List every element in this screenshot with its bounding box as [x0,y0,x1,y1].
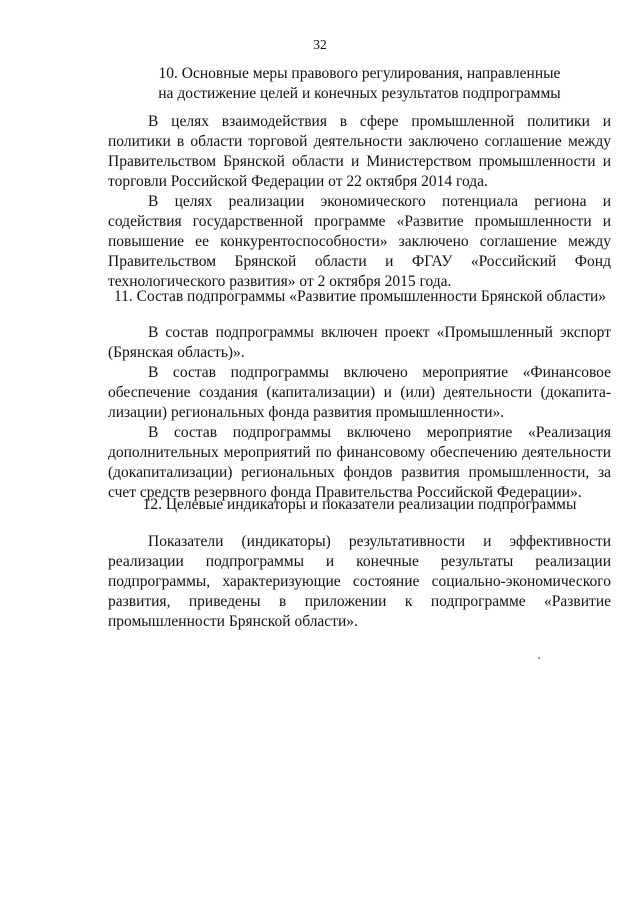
section-10-heading-line-2: на достижение целей и конечных результатов подпрограммы [158,85,561,102]
section-10-heading-line-1: 10. Основные меры правового регулирования, направленные [158,65,561,82]
page-number: 32 [313,37,327,52]
section-11-paragraph-3: В состав подпрограммы включено мероприятие «Реализация дополнительных мероприятий по финансовому обеспечению деятельности (докапитализации) региональных фондов развития промышленности, за счет средств резервного фонда Правительства Российской Федерации». [108,424,611,501]
section-11-heading: 11. Состав подпрограммы «Развитие промышленности Брянской области» [113,288,607,305]
scan-speck [538,657,540,659]
section-10-heading [108,64,611,104]
section-11-paragraph-1: В состав подпрограммы включен проект «Промышленный экспорт (Брянская область)». [108,324,611,361]
section-12-paragraph-1: Показатели (индикаторы) результативности и эффективности реализации подпрограммы и конечные результаты реализации подпрограммы, характеризующие состояние социально-экономического развития, приведены в приложении к подпрограмме «Развитие промышленности Брянской области». [108,533,611,630]
section-11-body [108,323,611,503]
section-12-body [108,532,611,632]
section-12-heading: 12. Целевые индикаторы и показатели реализации подпрограммы [142,496,577,513]
section-10-paragraph-1: В целях взаимодействия в сфере промышленной политики и политики в области торговой деятельности заключено соглашение между Правительством Брянской области и Министерством промышленности и торговли Российской Федерации от 22 октября 2014 года. [108,113,611,190]
section-10-body [108,112,611,292]
section-11-paragraph-2: В состав подпрограммы включено мероприятие «Финансовое обеспечение создания (капитализации) и (или) деятельности (докапита-лизации) региональных фонда развития промышленности». [108,364,611,421]
section-10-paragraph-2: В целях реализации экономического потенциала региона и содействия государственной программе «Развитие промышленности и повышение ее конкурентоспособности» заключено соглашение между Правительством Брянской области и ФГАУ «Российский Фонд технологического развития» от 2 октября 2015 года. [108,193,611,290]
